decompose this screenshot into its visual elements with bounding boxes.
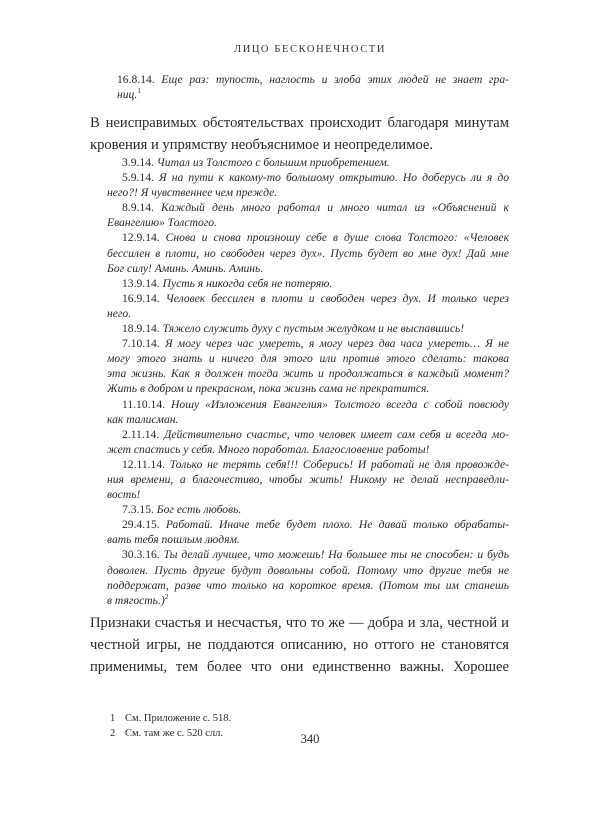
entry-text: Ношу «Изложения Евангелия» Толстого всегда с собой повсюду	[171, 397, 509, 411]
entry-line	[107, 185, 509, 200]
entry-date: 3.9.14.	[122, 156, 154, 169]
entry-line	[107, 487, 509, 502]
text-line: В неисправимых обстоятельствах происходит благодаря минутам	[90, 115, 509, 131]
entry-line	[107, 442, 509, 457]
entry-text: Тяжело служить духу с пустым желудком и не выспавшись!	[162, 322, 465, 336]
entry-line	[117, 72, 509, 87]
entry-text: Бог есть любовь.	[156, 503, 242, 517]
entry-line	[107, 532, 509, 547]
entry-line	[107, 170, 509, 185]
paragraph-2	[90, 612, 509, 678]
entry-text: Читал из Толстого с большим приобретением.	[156, 156, 390, 169]
entry-text: Я могу через час умереть, я могу через два часа умереть… Я не	[164, 337, 509, 351]
entry-date: 13.9.14.	[122, 276, 160, 290]
entry-line	[107, 230, 509, 245]
entry-text: Еще раз: тупость, наглость и злоба этих людей не знает гра-	[161, 73, 509, 86]
entry-text: в тягость.)	[107, 593, 165, 607]
text-line: кровения и упрямству необъяснимое и неопределимое.	[90, 137, 434, 153]
entry-date: 29.4.15.	[122, 518, 160, 532]
entry-text: вать тебя пошлым людям.	[107, 533, 240, 547]
entry-text: как талисман.	[107, 412, 179, 426]
entry-text: Человек бессилен в плоти и свободен через дух. И только через	[165, 291, 509, 305]
entry-date: 12.9.14.	[122, 231, 160, 245]
text-line: Признаки счастья и несчастья, что то же — добра и зла, честной и	[90, 615, 509, 631]
entry-line	[107, 306, 509, 321]
entry-text: могу этого знать и ничего для этого или против этого сделать: такова	[107, 352, 509, 366]
entry-text: него?! Я чувственнее чем прежде.	[107, 186, 278, 200]
entry-line	[107, 593, 509, 608]
entry-text: поддержат, разве что только на короткое время. (Потом ты им станешь	[107, 578, 509, 592]
text-line: применимы, тем более что они единственно важны. Хорошее	[90, 659, 509, 675]
entry-line	[107, 381, 509, 396]
running-header: ЛИЦО БЕСКОНЕЧНОСТИ	[233, 44, 387, 55]
entry-text: него.	[107, 306, 132, 320]
entry-text: Жить в добром и прекрасном, пока жизнь сама не прекратится.	[107, 382, 430, 396]
entry-text: Пусть я никогда себя не потеряю.	[162, 276, 333, 290]
entry-date: 18.9.14.	[122, 322, 160, 336]
entry-line	[107, 563, 509, 578]
entry-text: Ты делай лучшее, что можешь! На большее ты не способен: и будь	[163, 548, 509, 562]
entry-date: 7.10.14.	[122, 337, 160, 351]
entry-line	[107, 276, 509, 291]
page-number: 340	[300, 732, 320, 746]
footnote-ref: 1	[137, 87, 141, 96]
entry-line	[107, 412, 509, 427]
entry-line	[107, 200, 509, 215]
diary-entries	[107, 155, 509, 608]
entry-text: доволен. Пусть другие будут довольны собой. Потому что другие тебя не	[107, 563, 509, 577]
entry-text: бессилен в плоти, но свободен через дух». Пусть будет во мне дух! Дай мне	[107, 246, 509, 260]
entry-line	[107, 472, 509, 487]
entry-date: 16.9.14.	[122, 291, 160, 305]
paragraph-1	[90, 112, 509, 156]
entry-date: 8.9.14.	[122, 201, 154, 215]
entry-date: 7.3.15.	[122, 503, 154, 517]
entry-line	[107, 291, 509, 306]
entry-date: 12.11.14.	[122, 457, 166, 471]
footnote-number: 1	[110, 713, 116, 724]
entry-date: 11.10.14.	[122, 397, 166, 411]
entry-line	[107, 517, 509, 532]
footnote-ref: 2	[164, 592, 169, 601]
entry-line	[107, 215, 509, 230]
entry-text: жет спастись у себя. Много поработал. Благословение работы!	[107, 442, 430, 456]
entry-line	[107, 246, 509, 261]
entry-text: Я на пути к какому-то большому открытию. Но доберусь ли я до	[158, 171, 509, 185]
entry-line	[107, 366, 509, 381]
entry-line	[107, 261, 509, 276]
entry-text: вость!	[107, 488, 141, 502]
footnote-text: См. там же с. 520 слл.	[125, 728, 223, 739]
entry-text: ния времени, а благочестиво, чтобы жить! Никому не делай несправедли-	[107, 472, 509, 486]
entry-date: 2.11.14.	[122, 427, 160, 441]
text-line: честной игры, не поддаются описанию, но оттого не становятся	[90, 637, 509, 653]
entry-date: 5.9.14.	[122, 171, 154, 185]
footnote	[110, 711, 231, 726]
entry-line	[107, 321, 509, 336]
entry-date: 16.8.14.	[117, 73, 155, 86]
entry-text: Каждый день много работал и много читал из «Объяснений к	[161, 201, 509, 215]
entry-text: Работай. Иначе тебе будет плохо. Не давай только обрабаты-	[165, 518, 509, 532]
entry-line	[107, 547, 509, 562]
entry-line	[107, 397, 509, 412]
entry-text: Действительно счастье, что человек имеет сам себя и всегда мо-	[164, 427, 509, 441]
entry-line	[107, 336, 509, 351]
entry-text: Снова и снова произношу себе в душе слова Толстого: «Человек	[165, 231, 509, 245]
entry-line	[117, 87, 509, 102]
entry-line	[107, 457, 509, 472]
footnote-text: См. Приложение с. 518.	[125, 713, 232, 724]
entry-line	[107, 351, 509, 366]
entry-text: Евангелию» Толстого.	[107, 216, 217, 230]
diary-entry-top	[117, 72, 509, 102]
entry-line	[107, 502, 509, 517]
entry-text: Бог силу! Аминь. Аминь. Аминь.	[107, 261, 264, 275]
footnote-number: 2	[110, 728, 116, 739]
entry-text: эта жизнь. Как я должен тогда жить и продолжаться в каждый момент?	[107, 367, 509, 381]
entry-line	[107, 155, 509, 170]
entry-date: 30.3.16.	[122, 548, 160, 562]
entry-text: Только не терять себя!!! Соберись! И работай не для провожде-	[169, 457, 509, 471]
entry-text: ниц.	[117, 88, 138, 102]
entry-line	[107, 427, 509, 442]
entry-line	[107, 578, 509, 593]
